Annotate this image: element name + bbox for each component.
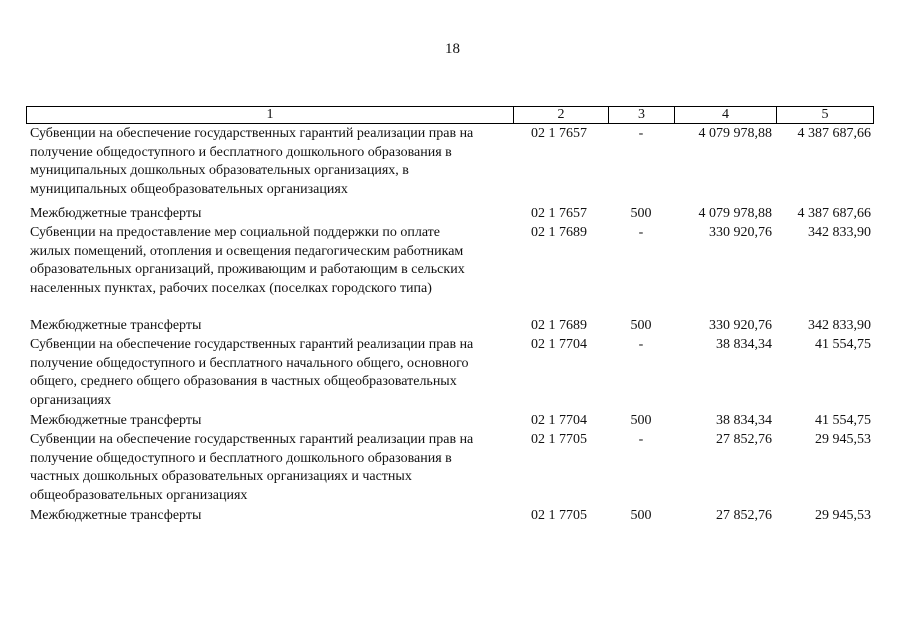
table-row: [26, 507, 874, 526]
row-name: [26, 125, 513, 199]
row-code: 02 1 7705: [531, 431, 587, 447]
table-row: [26, 125, 874, 199]
row-type: 500: [630, 413, 652, 429]
table-row: [26, 412, 874, 431]
row-name-line: жилых помещений, отопления и освещения педагогическим работникам: [30, 243, 464, 259]
row-type: 500: [630, 318, 652, 334]
row-name-line: получение общедоступного и бесплатного дошкольного образования в: [30, 144, 452, 160]
table-body: [26, 125, 874, 526]
table-header: [26, 106, 874, 124]
row-code: 02 1 7689: [531, 318, 587, 334]
row-name: [26, 431, 513, 505]
row-amount-2: 41 554,75: [815, 336, 871, 352]
row-code: 02 1 7704: [531, 413, 587, 429]
row-amount-2: 4 387 687,66: [797, 206, 871, 222]
row-code: 02 1 7657: [531, 206, 587, 222]
row-amount-1: 27 852,76: [716, 431, 772, 447]
row-name-line: Субвенции на обеспечение государственных гарантий реализации прав на: [30, 431, 474, 447]
row-name-line: Межбюджетные трансферты: [30, 508, 202, 524]
row-amount-1: 330 920,76: [709, 224, 772, 240]
row-amount-2: 29 945,53: [815, 508, 871, 524]
row-name: [26, 412, 513, 431]
row-name-line: Межбюджетные трансферты: [30, 318, 202, 334]
row-code: 02 1 7705: [531, 508, 587, 524]
row-name: [26, 336, 513, 410]
header-col-5: 5: [821, 107, 829, 122]
row-amount-1: 330 920,76: [709, 318, 772, 334]
row-amount-2: 29 945,53: [815, 431, 871, 447]
row-amount-1: 4 079 978,88: [698, 206, 772, 222]
row-name-line: Субвенции на предоставление мер социальной поддержки по оплате: [30, 224, 441, 240]
row-name-line: Межбюджетные трансферты: [30, 413, 202, 429]
header-col-4: 4: [675, 107, 777, 123]
row-amount-1: 38 834,34: [716, 413, 772, 429]
row-type: -: [638, 431, 644, 447]
row-code: 02 1 7657: [531, 126, 587, 141]
page-number: 18: [445, 41, 460, 57]
row-name-line: Субвенции на обеспечение государственных гарантий реализации прав на: [30, 126, 474, 141]
row-type: 500: [630, 508, 652, 524]
row-type: -: [638, 126, 644, 141]
table-row: [26, 205, 874, 224]
row-amount-2: 4 387 687,66: [797, 126, 871, 141]
row-name: [26, 205, 513, 224]
table-row: [26, 336, 874, 410]
row-name-line: Субвенции на обеспечение государственных гарантий реализации прав на: [30, 336, 474, 352]
header-col-1: 1: [27, 107, 514, 123]
row-amount-2: 41 554,75: [815, 413, 871, 429]
table-row: [26, 224, 874, 298]
row-type: 500: [630, 206, 652, 222]
table-row: [26, 431, 874, 505]
row-amount-1: 4 079 978,88: [698, 126, 772, 141]
row-name: [26, 507, 513, 526]
row-name-line: получение общедоступного и бесплатного начального общего, основного: [30, 355, 469, 371]
row-amount-2: 342 833,90: [808, 318, 871, 334]
row-name: [26, 317, 513, 336]
row-code: 02 1 7689: [531, 224, 587, 240]
header-col-2: 2: [514, 107, 609, 123]
row-name-line: муниципальных общеобразовательных организациях: [30, 181, 348, 197]
row-name-line: организациях: [30, 392, 112, 408]
row-type: -: [638, 224, 644, 240]
row-name-line: частных дошкольных образовательных организациях и частных: [30, 469, 412, 485]
table-row: [26, 317, 874, 336]
row-type: -: [638, 336, 644, 352]
row-amount-2: 342 833,90: [808, 224, 871, 240]
row-name-line: муниципальных дошкольных образовательных организациях, в: [30, 163, 409, 179]
row-amount-1: 27 852,76: [716, 508, 772, 524]
header-col-3: 3: [609, 107, 675, 123]
row-name-line: общего, среднего общего образования в частных общеобразовательных: [30, 374, 457, 390]
row-name-line: получение общедоступного и бесплатного дошкольного образования в: [30, 450, 452, 466]
row-name-line: образовательных организаций, проживающим и работающим в сельских: [30, 262, 465, 278]
row-code: 02 1 7704: [531, 336, 587, 352]
row-name: [26, 224, 513, 298]
row-name-line: Межбюджетные трансферты: [30, 206, 202, 222]
row-amount-1: 38 834,34: [716, 336, 772, 352]
row-name-line: общеобразовательных организациях: [30, 487, 248, 503]
row-name-line: населенных пунктах, рабочих поселках (поселках городского типа): [30, 280, 432, 296]
